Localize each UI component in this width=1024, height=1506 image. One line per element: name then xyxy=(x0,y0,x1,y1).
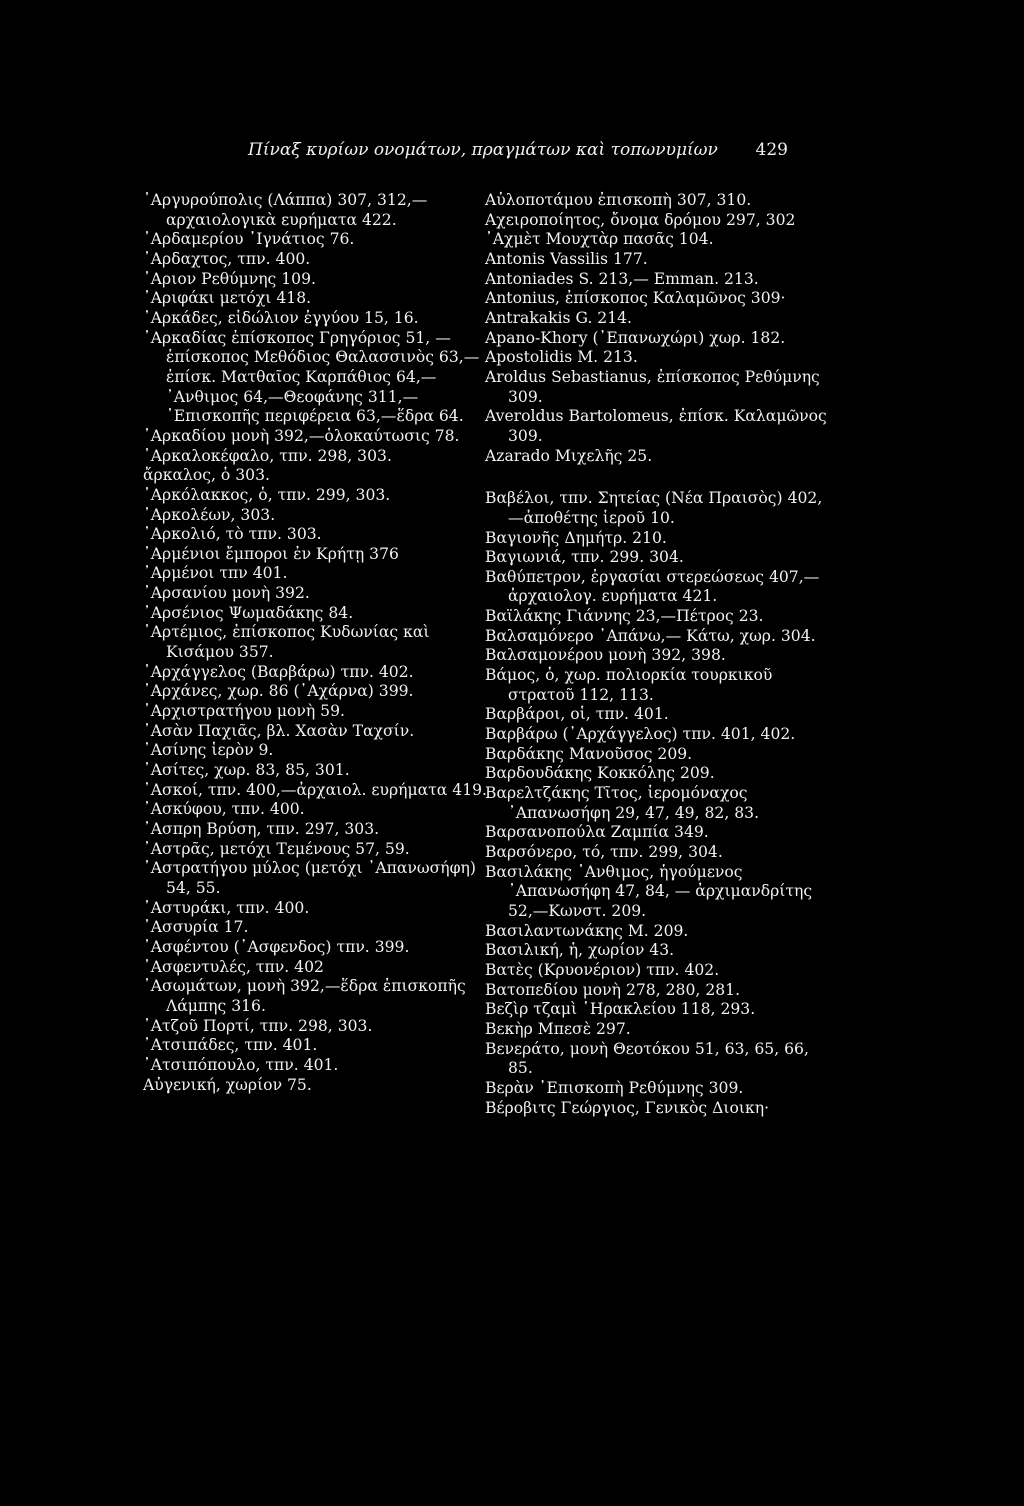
index-entry: Βαρβάρω (᾿Αρχάγγελος) τπν. 401, 402. xyxy=(485,725,796,744)
index-entry: Αὐλοποτάμου ἐπισκοπὴ 307, 310. xyxy=(485,191,752,209)
index-entry: Βαρδάκης Μανοῦσος 209. xyxy=(485,744,693,763)
index-entry: ᾿Αστρᾶς, μετόχι Τεμένους 57, 59. xyxy=(143,839,410,858)
index-entry: ᾿Ασκοί, τπν. 400,—ἀρχαιολ. ευρήματα 419. xyxy=(143,780,487,799)
index-entry: Βέροβιτς Γεώργιος, Γενικὸς Διοικη· xyxy=(485,1098,770,1117)
index-entry: ᾿Αρχιστρατήγου μονὴ 59. xyxy=(143,702,345,721)
index-entry: ᾿Αρδαμερίου ᾿Ιγνάτιος 76. xyxy=(143,230,355,249)
index-entry: ᾿Αριφάκι μετόχι 418. xyxy=(143,289,312,308)
index-entry: Βαρσόνερο, τό, τπν. 299, 304. xyxy=(485,843,723,861)
index-entry: Azarado Μιχελῆς 25. xyxy=(485,446,653,465)
index-entry: ᾿Αρκαδίας ἐπίσκοπος Γρηγόριος 51, —ἐπίσκοπος Μεθόδιος Θαλασσινὸς 63,—ἐπίσκ. Ματθαῖος Καρπάθιος 64,—᾿Ανθιμος 64,—Θεοφάνης 311,—᾿Επισκοπῆς περιφέρεια 63,—ἕδρα 64. xyxy=(143,328,480,426)
index-entry: ᾿Ασωμάτων, μονὴ 392,—ἕδρα ἐπισκοπῆς Λάμπης 316. xyxy=(143,977,466,1015)
index-entry: Antrakakis G. 214. xyxy=(485,308,632,327)
index-entry: ᾿Ασίτες, χωρ. 83, 85, 301. xyxy=(143,761,350,780)
index-entry: ᾿Αρμένιοι ἔμποροι ἐν Κρήτῃ 376 xyxy=(143,544,399,563)
index-entry: Averoldus Bartolomeus, ἐπίσκ. Καλαμῶνος 309. xyxy=(485,407,827,445)
index-entry: ᾿Αστρατήγου μύλος (μετόχι ᾿Απανωσήφη) 54, 55. xyxy=(143,859,476,897)
index-entry: Βαγιωνιά, τπν. 299. 304. xyxy=(485,548,684,567)
index-entry: ᾿Αρκολέων, 303. xyxy=(143,505,276,524)
index-entry: Αὐγενική, χωρίον 75. xyxy=(143,1075,312,1094)
index-entry: Αχειροποίητος, ὄνομα δρόμου 297, 302 xyxy=(485,210,796,229)
index-entry: Βαλσαμονέρου μονὴ 392, 398. xyxy=(485,646,726,665)
index-entry: Βασιλαντωνάκης Μ. 209. xyxy=(485,921,689,940)
index-entry: Apano-Khory (᾿Επανωχώρι) χωρ. 182. xyxy=(485,328,786,347)
index-entry: Βασιλάκης ᾿Ανθιμος, ἡγούμενος ᾿Απανωσήφη 47, 84, — ἀρχιμανδρίτης 52,—Κωνστ. 209. xyxy=(485,862,813,920)
index-entry: Βερὰν ᾿Επισκοπὴ Ρεθύμνης 309. xyxy=(485,1078,744,1097)
index-entry: ᾿Αρχάνες, χωρ. 86 (᾿Αχάρνα) 399. xyxy=(143,682,414,701)
index-entry: ᾿Ασπρη Βρύση, τπν. 297, 303. xyxy=(143,820,380,838)
index-entry: ᾿Αχμὲτ Μουχτὰρ πασᾶς 104. xyxy=(485,230,714,249)
index-entry: Βαρβάροι, οἱ, τπν. 401. xyxy=(485,705,669,724)
index-column-left xyxy=(143,191,488,1095)
index-entry: Βαλσαμόνερο ᾿Απάνω,— Κάτω, χωρ. 304. xyxy=(485,626,816,645)
index-entry: Βεζὶρ τζαμὶ ῾Ηρακλείου 118, 293. xyxy=(485,1000,756,1019)
index-entry: ᾿Αρκόλακκος, ὁ, τπν. 299, 303. xyxy=(143,485,391,504)
index-entry: ᾿Αρτέμιος, ἐπίσκοπος Κυδωνίας καὶ Κισάμου 357. xyxy=(143,623,430,662)
index-entry: Βαϊλάκης Γιάννης 23,—Πέτρος 23. xyxy=(485,607,764,626)
index-entry: ᾿Ατσιπάδες, τπν. 401. xyxy=(143,1036,318,1055)
index-column-right xyxy=(485,191,835,1118)
index-entry: ᾿Ασσυρία 17. xyxy=(143,918,249,937)
index-entry: ᾿Αριον Ρεθύμνης 109. xyxy=(143,269,316,288)
index-entry: Βαθύπετρον, ἐργασίαι στερεώσεως 407,— ἀρχαιολογ. ευρήματα 421. xyxy=(485,567,820,606)
index-entry: ᾿Αργυρούπολις (Λάππα) 307, 312,—αρχαιολογικὰ ευρήματα 422. xyxy=(143,191,428,229)
index-entry: ᾿Αρκολιό, τὸ τπν. 303. xyxy=(143,525,322,544)
index-entry: Apostolidis M. 213. xyxy=(485,348,638,367)
index-entry: ᾿Αστυράκι, τπν. 400. xyxy=(143,898,310,917)
index-entry: ᾿Ατσιπόπουλο, τπν. 401. xyxy=(143,1055,339,1074)
index-entry: Βαρδουδάκης Κοκκόλης 209. xyxy=(485,764,715,783)
index-entry: ᾿Ασκύφου, τπν. 400. xyxy=(143,800,305,819)
index-entry: ᾿Αρκαδίου μονὴ 392,—ὁλοκαύτωσις 78. xyxy=(143,426,460,445)
index-entry: Βαρελτζάκης Τῖτος, ἱερομόναχος ᾿Απανωσήφη 29, 47, 49, 82, 83. xyxy=(485,784,760,822)
index-entry: Βαρσανοπούλα Ζαμπία 349. xyxy=(485,823,709,842)
index-entry: Βατοπεδίου μονὴ 278, 280, 281. xyxy=(485,980,741,999)
index-entry: ᾿Ασφέντου (᾿Ασφενδος) τπν. 399. xyxy=(143,937,410,956)
page-header xyxy=(248,140,788,160)
index-entry: ᾿Αρμένοι τπν 401. xyxy=(143,564,288,583)
index-entry: ᾿Ασὰν Παχιᾶς, βλ. Χασὰν Ταχσίν. xyxy=(143,721,415,740)
index-entry: Antoniades S. 213,— Emman. 213. xyxy=(485,269,759,288)
index-entry: ᾿Αρδαχτος, τπν. 400. xyxy=(143,249,311,268)
index-entry: Βενεράτο, μονὴ Θεοτόκου 51, 63, 65, 66, 85. xyxy=(485,1039,809,1078)
index-entry: ᾿Ατζοῦ Πορτί, τπν. 298, 303. xyxy=(143,1016,373,1035)
index-entry: ᾿Αρσανίου μονὴ 392. xyxy=(143,584,310,603)
index-entry: Βατὲς (Κρυονέριον) τπν. 402. xyxy=(485,960,720,979)
page-number: 429 xyxy=(755,140,788,160)
index-entry: ἄρκαλος, ὁ 303. xyxy=(143,466,270,485)
running-title: Πίναξ κυρίων ονομάτων, πραγμάτων καὶ τοπωνυμίων xyxy=(248,140,718,160)
index-entry: Βεκὴρ Μπεσὲ 297. xyxy=(485,1019,631,1038)
index-entry: ᾿Ασφεντυλές, τπν. 402 xyxy=(143,957,324,976)
index-entry: Βασιλική, ἡ, χωρίον 43. xyxy=(485,941,675,960)
index-entry: Βάμος, ὁ, χωρ. πολιορκία τουρκικοῦ στρατοῦ 112, 113. xyxy=(485,666,773,704)
index-entry: Aroldus Sebastianus, ἐπίσκοπος Ρεθύμνης 309. xyxy=(485,367,820,406)
index-entry: ᾿Αρκάδες, εἰδώλιον ἐγγύου 15, 16. xyxy=(143,308,419,327)
index-entry: Antonis Vassilis 177. xyxy=(485,249,648,268)
index-entry: ᾿Ασίνης ἱερὸν 9. xyxy=(143,741,274,760)
index-entry: ᾿Αρκαλοκέφαλο, τπν. 298, 303. xyxy=(143,446,392,465)
index-entry: Βαβέλοι, τπν. Σητείας (Νέα Πραισὸς) 402,—ἀποθέτης ἱεροῦ 10. xyxy=(485,489,823,527)
index-entry: Antonius, ἐπίσκοπος Καλαμῶνος 309· xyxy=(485,289,786,308)
index-entry: Βαγιονῆς Δημήτρ. 210. xyxy=(485,528,667,547)
index-entry: ᾿Αρσένιος Ψωμαδάκης 84. xyxy=(143,603,354,622)
index-entry: ᾿Αρχάγγελος (Βαρβάρω) τπν. 402. xyxy=(143,662,414,681)
